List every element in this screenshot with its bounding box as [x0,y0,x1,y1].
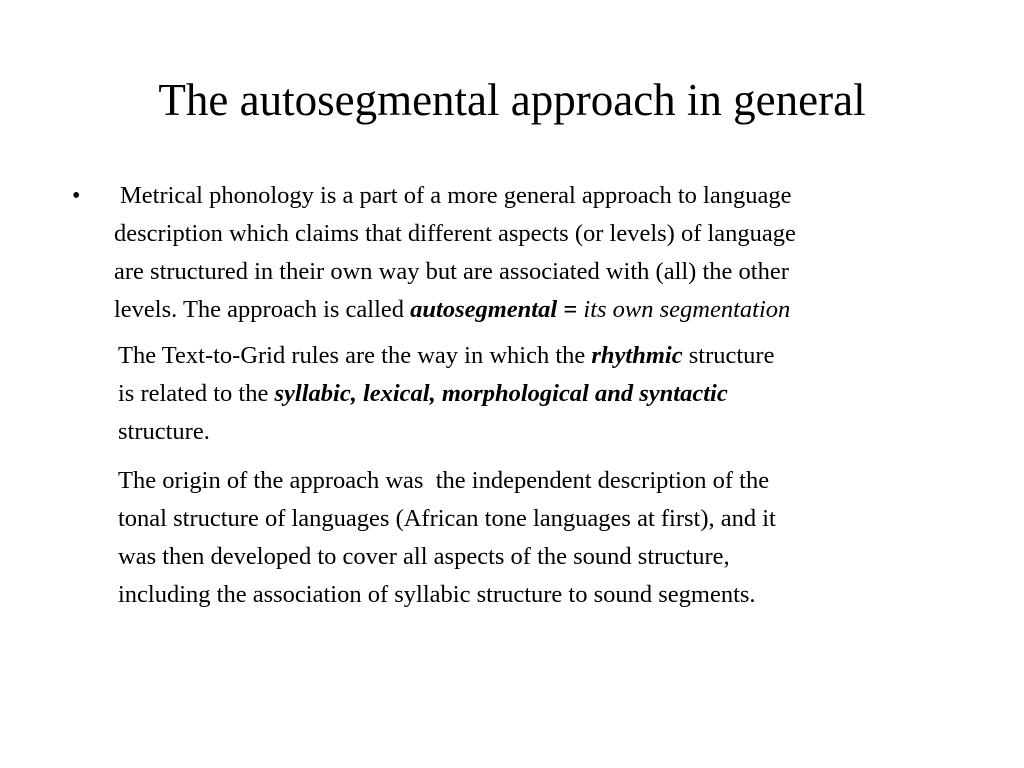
grid-line-1 [118,337,998,375]
bullet-line-4 [114,291,1002,329]
structure-levels-term: syllabic, lexical, morphological and syntactic [274,380,728,407]
grid-line-2 [118,375,998,413]
bullet-marker: • [72,183,81,209]
rhythmic-term: rhythmic [591,342,683,369]
grid-line-1-prefix: The Text-to-Grid rules are the way in which the [118,342,592,369]
bullet-text [114,177,1002,329]
bullet-line-3: are structured in their own way but are associated with (all) the other [114,258,789,285]
origin-paragraph [118,462,998,614]
origin-line-1: The origin of the approach was the independent description of the [118,467,770,494]
origin-line-3: was then developed to cover all aspects of the sound structure, [118,543,730,570]
bullet-line-1: Metrical phonology is a part of a more general approach to language [120,182,792,209]
slide-title: The autosegmental approach in general [158,75,866,125]
origin-line-2: tonal structure of languages (African tone languages at first), and it [118,505,776,532]
bullet-line-4-prefix: levels. The approach is called [114,296,411,323]
grid-line-3: structure. [118,418,210,445]
equals-sign: = [557,296,584,323]
grid-line-1-suffix: structure [682,342,775,369]
origin-line-4: including the association of syllabic structure to sound segments. [118,581,756,608]
bullet-line-2: description which claims that different aspects (or levels) of language [114,220,796,247]
grid-line-2-prefix: is related to the [118,380,275,407]
text-to-grid-paragraph [118,337,998,451]
own-segmentation-gloss: its own segmentation [583,296,791,323]
autosegmental-term: autosegmental [410,296,558,323]
